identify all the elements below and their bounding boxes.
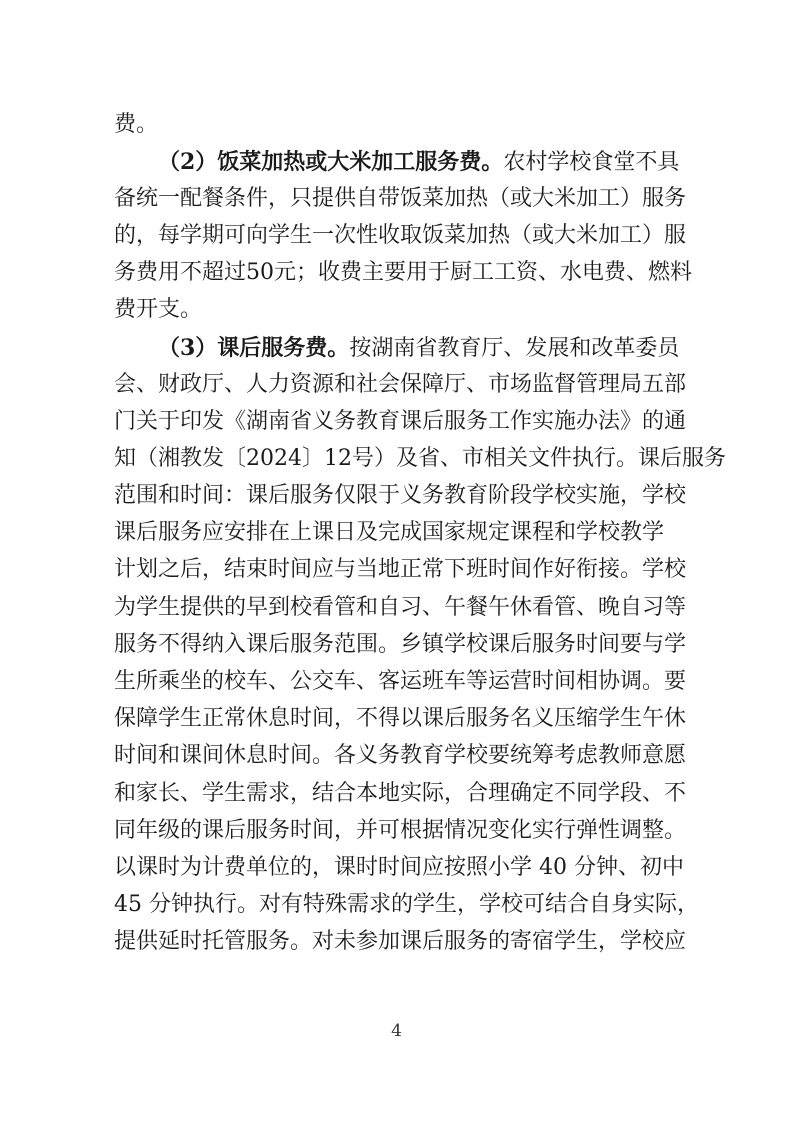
- text-line-3: [114, 181, 687, 217]
- text-line-23: [114, 924, 687, 960]
- text-line-15: [114, 627, 687, 663]
- text-line-10: [114, 441, 726, 477]
- line-text: 生所乘坐的校车、公交车、客运班车等运营时间相协调。要: [114, 669, 687, 694]
- text-line-12: [114, 515, 674, 551]
- text-line-18: [114, 738, 687, 774]
- text-line-13: [114, 552, 687, 588]
- line-text: 课后服务应安排在上课日及完成国家规定课程和学校教学: [114, 520, 665, 545]
- line-text: 和家长、学生需求，结合本地实际，合理确定不同学段、不: [114, 781, 687, 806]
- line-text: 以课时为计费单位的，课时时间应按照小学 40 分钟、初中: [114, 855, 684, 880]
- text-line-8: [114, 367, 687, 403]
- line-text: 务费用不超过50元；收费主要用于厨工工资、水电费、燃料: [114, 260, 692, 285]
- text-line-7: [158, 330, 680, 366]
- text-line-22: [114, 887, 699, 923]
- line-text: 为学生提供的早到校看管和自习、午餐午休看管、晚自习等: [114, 595, 687, 620]
- text-line-20: [114, 813, 687, 849]
- line-text: 农村学校食堂不具: [503, 150, 680, 175]
- text-line-14: [114, 590, 687, 626]
- line-text: 服务不得纳入课后服务范围。乡镇学校课后服务时间要与学: [114, 632, 687, 657]
- text-line-19: [114, 776, 687, 812]
- line-text: 门关于印发《湖南省义务教育课后服务工作实施办法》的通: [114, 409, 687, 434]
- text-line-2: [158, 144, 680, 180]
- line-text: 提供延时托管服务。对未参加课后服务的寄宿学生，学校应: [114, 929, 687, 954]
- line-text: 按湖南省教育厅、发展和改革委员: [349, 336, 680, 361]
- line-text: 保障学生正常休息时间，不得以课后服务名义压缩学生午休: [114, 706, 687, 731]
- text-line-1: [114, 107, 674, 143]
- line-text: 计划之后，结束时间应与当地正常下班时间作好衔接。学校: [114, 557, 687, 582]
- text-line-16: [114, 664, 687, 700]
- text-line-11: [114, 478, 687, 514]
- text-line-9: [114, 404, 687, 440]
- line-text: 时间和课间休息时间。各义务教育学校要统筹考虑教师意愿: [114, 743, 687, 768]
- line-text: 的，每学期可向学生一次性收取饭菜加热（或大米加工）服: [114, 223, 687, 248]
- text-line-6: [114, 292, 674, 328]
- line-text: 同年级的课后服务时间，并可根据情况变化实行弹性调整。: [114, 818, 687, 843]
- text-line-5: [114, 255, 692, 291]
- line-text: 知（湘教发〔2024〕12号）及省、市相关文件执行。课后服务: [114, 446, 726, 471]
- text-line-4: [114, 218, 687, 254]
- line-text: 范围和时间：课后服务仅限于义务教育阶段学校实施，学校: [114, 483, 687, 508]
- text-line-17: [114, 701, 687, 737]
- line-text: 45 分钟执行。对有特殊需求的学生，学校可结合自身实际，: [114, 892, 699, 917]
- line-text: 会、财政厅、人力资源和社会保障厅、市场监督管理局五部: [114, 372, 687, 397]
- text-line-21: [114, 850, 684, 886]
- line-text: 费。: [114, 112, 159, 137]
- section-heading-after-school: （3）课后服务费。: [158, 335, 350, 361]
- line-text: 备统一配餐条件，只提供自带饭菜加热（或大米加工）服务: [114, 186, 687, 211]
- line-text: 费开支。: [114, 297, 203, 322]
- page-number: 4: [391, 1021, 402, 1041]
- section-heading-meal-heating: （2）饭菜加热或大米加工服务费。: [158, 149, 504, 175]
